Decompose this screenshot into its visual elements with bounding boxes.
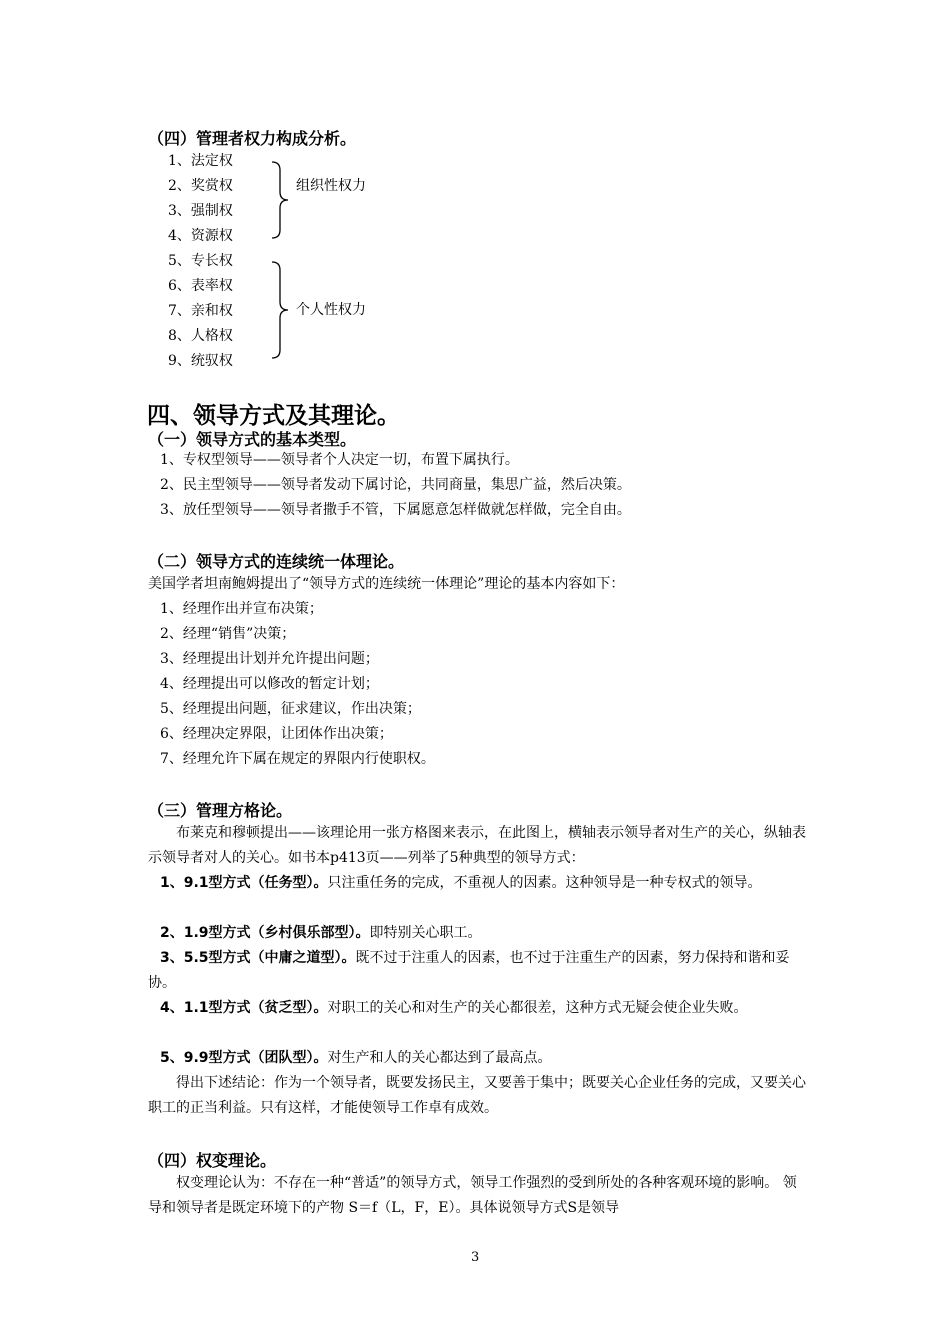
grid-style-text: 即特别关心职工。 (369, 925, 482, 941)
grid-style-1 (148, 871, 808, 896)
grid-style-lead: 1、9.1型方式（任务型）。 (160, 875, 328, 891)
list-item: 1、专权型领导——领导者个人决定一切，布置下属执行。 (160, 452, 519, 468)
grid-style-lead: 3、5.5型方式（中庸之道型）。 (160, 950, 356, 966)
power-list (168, 149, 233, 374)
brace-org-icon (268, 160, 292, 240)
list-item: 4、经理提出可以修改的暂定计划； (160, 676, 379, 692)
grid-conclusion: 得出下述结论：作为一个领导者，既要发扬民主，又要善于集中；既要关心企业任务的完成，又要关心职工的正当利益。只有这样，才能使领导工作卓有成效。 (148, 1075, 806, 1116)
section-power-heading: （四）管理者权力构成分析。 (148, 129, 357, 148)
section-continuum-heading: （二）领导方式的连续统一体理论。 (148, 552, 405, 571)
list-item: 9、统驭权 (168, 353, 233, 369)
list-item: 3、强制权 (168, 203, 233, 219)
continuum-list (160, 597, 435, 772)
types-list (160, 448, 631, 523)
grid-style-5 (160, 1046, 808, 1071)
page-number: 3 (471, 1250, 480, 1265)
list-item: 6、经理决定界限，让团体作出决策； (160, 726, 393, 742)
group-org-label: 组织性权力 (296, 178, 366, 194)
list-item: 3、放任型领导——领导者撒手不管，下属愿意怎样做就怎样做，完全自由。 (160, 502, 631, 518)
grid-intro: 布莱克和穆顿提出——该理论用一张方格图来表示，在此图上，横轴表示领导者对生产的关心，纵轴表示领导者对人的关心。如书本p413页——列举了5种典型的领导方式： (148, 825, 806, 866)
group-personal-label: 个人性权力 (296, 302, 366, 318)
list-item: 2、奖赏权 (168, 178, 233, 194)
list-item: 5、经理提出问题，征求建议，作出决策； (160, 701, 421, 717)
list-item: 6、表率权 (168, 278, 233, 294)
list-item: 8、人格权 (168, 328, 233, 344)
list-item: 7、亲和权 (168, 303, 233, 319)
continuum-intro: 美国学者坦南鲍姆提出了“领导方式的连续统一体理论”理论的基本内容如下： (148, 576, 625, 592)
grid-style-text: 只注重任务的完成，不重视人的因素。这种领导是一种专权式的领导。 (327, 875, 762, 891)
list-item: 1、法定权 (168, 153, 233, 169)
brace-personal-icon (268, 260, 292, 360)
grid-style-3 (148, 946, 808, 996)
list-item: 4、资源权 (168, 228, 233, 244)
grid-style-2 (160, 921, 808, 946)
grid-style-lead: 5、9.9型方式（团队型）。 (160, 1050, 328, 1066)
list-item: 3、经理提出计划并允许提出问题； (160, 651, 379, 667)
grid-style-lead: 4、1.1型方式（贫乏型）。 (160, 1000, 328, 1016)
chapter-heading: 四、领导方式及其理论。 (147, 403, 400, 429)
list-item: 1、经理作出并宣布决策； (160, 601, 323, 617)
grid-style-lead: 2、1.9型方式（乡村俱乐部型）。 (160, 925, 370, 941)
list-item: 2、经理“销售”决策； (160, 626, 296, 642)
list-item: 2、民主型领导——领导者发动下属讨论，共同商量，集思广益，然后决策。 (160, 477, 631, 493)
list-item: 7、经理允许下属在规定的界限内行使职权。 (160, 751, 435, 767)
section-grid-heading: （三）管理方格论。 (148, 801, 293, 820)
list-item: 5、专长权 (168, 253, 233, 269)
section-types-heading: （一）领导方式的基本类型。 (148, 430, 357, 449)
section-contingency-heading: （四）权变理论。 (148, 1151, 277, 1170)
contingency-text: 权变理论认为：不存在一种“普适”的领导方式，领导工作强烈的受到所处的各种客观环境的影响。 领导和领导者是既定环境下的产物 S＝f（L，F，E）。具体说领导方式S是领导 (148, 1175, 797, 1216)
grid-style-text: 既不过于注重人的因素，也不过于注重生产的因素，努力保持和谐和妥协。 (148, 950, 790, 991)
grid-style-4 (148, 996, 808, 1021)
grid-style-text: 对职工的关心和对生产的关心都很差，这种方式无疑会使企业失败。 (327, 1000, 748, 1016)
grid-style-text: 对生产和人的关心都达到了最高点。 (327, 1050, 552, 1066)
